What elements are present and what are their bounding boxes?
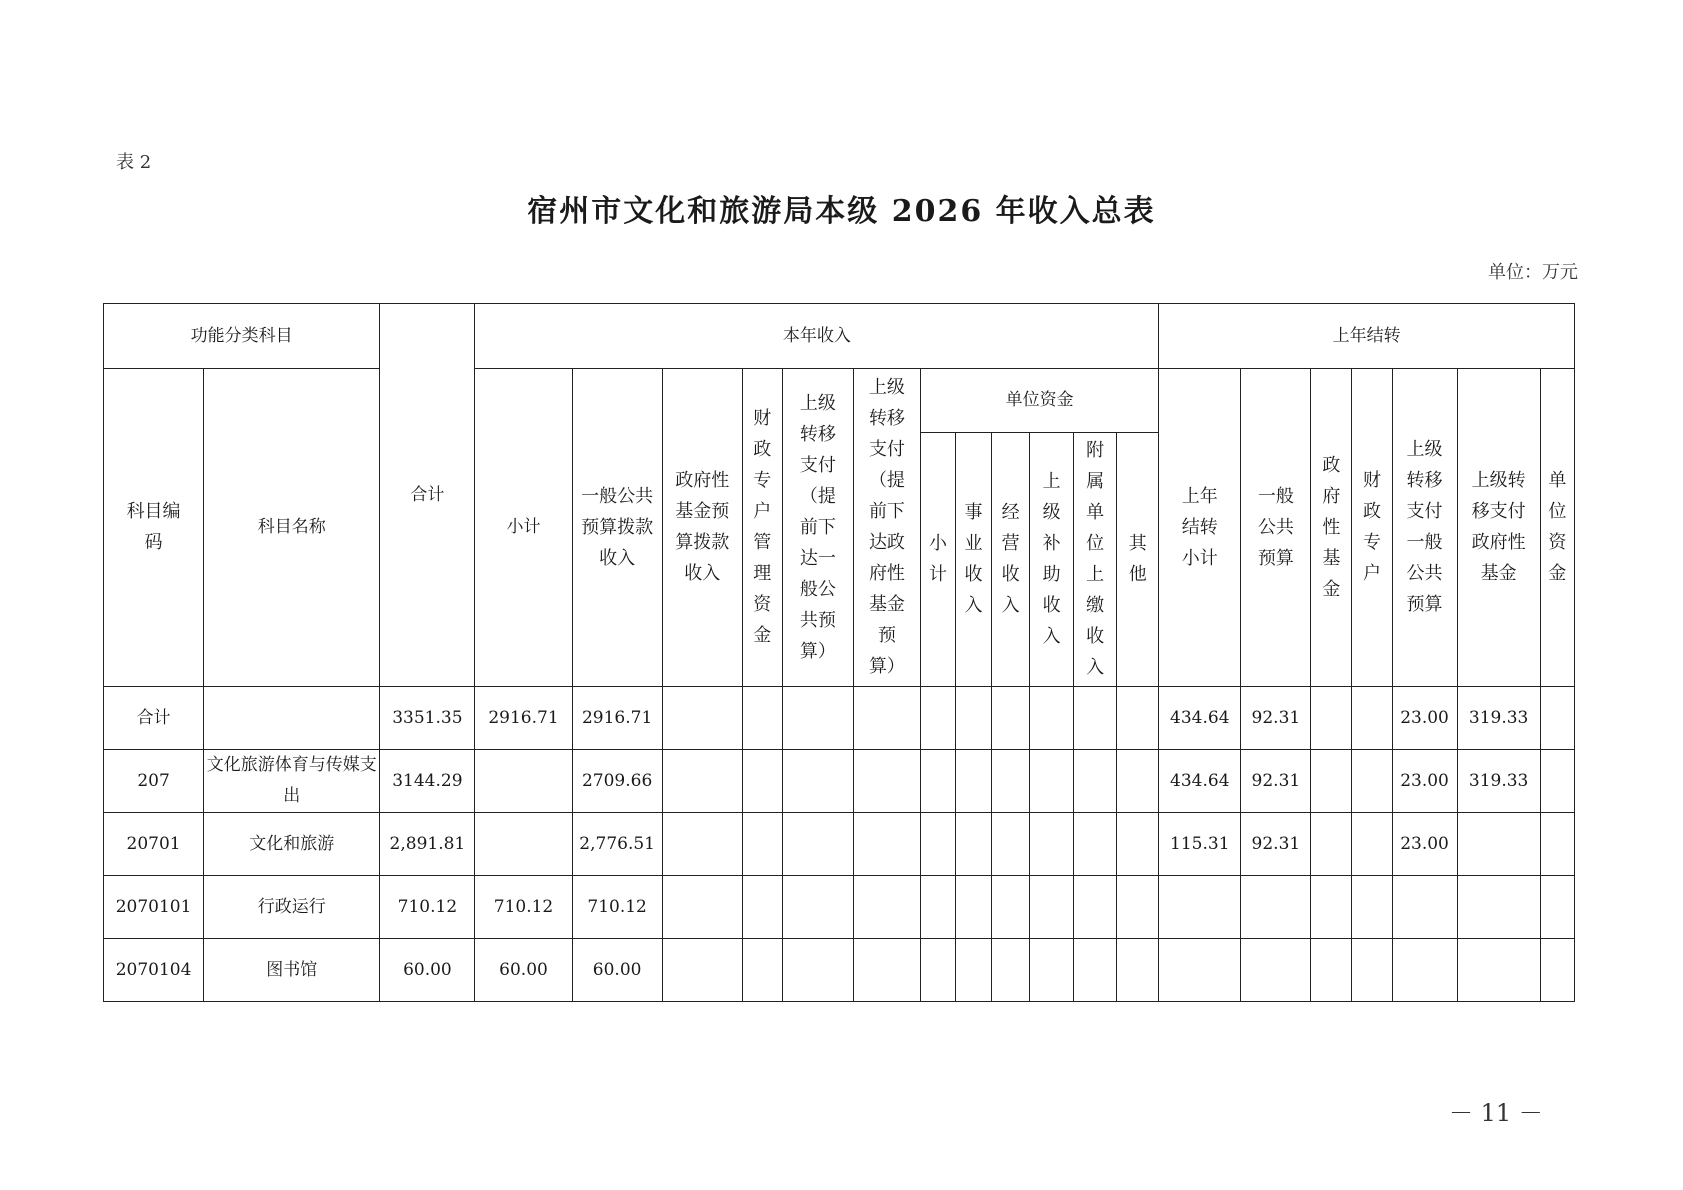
row-cell	[782, 813, 853, 876]
row-ly-transfer-fund	[1457, 813, 1540, 876]
row-cell	[662, 876, 742, 939]
header-unit-funds: 单位资金	[920, 369, 1158, 433]
unit-label: 单位：万元	[1488, 262, 1578, 283]
row-ly-general	[1241, 939, 1311, 1002]
row-cell	[920, 876, 955, 939]
row-cell	[662, 813, 742, 876]
row-ly-transfer-general: 23.00	[1392, 813, 1457, 876]
row-cy-subtotal: 710.12	[475, 876, 572, 939]
row-cell	[1540, 687, 1574, 750]
row-cell	[956, 876, 992, 939]
row-total: 3351.35	[380, 687, 475, 750]
row-cell	[1540, 876, 1574, 939]
header-current-year: 本年收入	[475, 304, 1159, 369]
table-number: 表 2	[116, 152, 152, 173]
row-cell	[1540, 813, 1574, 876]
row-cell	[1117, 813, 1159, 876]
row-code: 207	[104, 750, 204, 813]
row-cell	[1074, 750, 1117, 813]
row-cell	[742, 750, 782, 813]
row-cell	[956, 813, 992, 876]
row-cell	[956, 687, 992, 750]
row-cell	[1074, 687, 1117, 750]
row-cy-general: 2916.71	[572, 687, 662, 750]
row-code: 合计	[104, 687, 204, 750]
table-row	[104, 813, 1575, 876]
header-ly-unit-funds: 单位资金	[1540, 369, 1574, 687]
row-cy-subtotal	[475, 813, 572, 876]
row-cell	[1030, 687, 1074, 750]
row-ly-transfer-fund: 319.33	[1457, 687, 1540, 750]
row-cell	[742, 813, 782, 876]
header-uf-affiliated: 附属单位上缴收入	[1074, 433, 1117, 687]
header-cy-transfer-general: 上级转移支付（提前下达一般公共预算）	[782, 369, 853, 687]
row-cell	[992, 687, 1030, 750]
income-summary-table	[103, 303, 1575, 1002]
header-cy-gov-fund: 政府性基金预算拨款收入	[662, 369, 742, 687]
row-cell	[1117, 687, 1159, 750]
row-ly-general: 92.31	[1241, 687, 1311, 750]
row-cell	[1311, 750, 1352, 813]
row-cell	[782, 939, 853, 1002]
row-name: 文化旅游体育与传媒支出	[204, 750, 380, 813]
row-cell	[742, 939, 782, 1002]
row-ly-subtotal: 434.64	[1159, 750, 1241, 813]
row-cell	[1311, 939, 1352, 1002]
row-cell	[1030, 876, 1074, 939]
row-ly-subtotal	[1159, 876, 1241, 939]
row-cell	[956, 939, 992, 1002]
header-last-year: 上年结转	[1159, 304, 1575, 369]
row-cy-general: 710.12	[572, 876, 662, 939]
row-cell	[662, 750, 742, 813]
header-total: 合计	[380, 304, 475, 687]
row-cell	[1117, 876, 1159, 939]
header-func-category: 功能分类科目	[104, 304, 380, 369]
header-name: 科目名称	[204, 369, 380, 687]
row-name: 图书馆	[204, 939, 380, 1002]
header-ly-transfer-fund: 上级转移支付政府性基金	[1457, 369, 1540, 687]
table-row	[104, 687, 1575, 750]
row-code: 2070104	[104, 939, 204, 1002]
row-code: 2070101	[104, 876, 204, 939]
row-name	[204, 687, 380, 750]
row-ly-transfer-general: 23.00	[1392, 750, 1457, 813]
row-cell	[992, 813, 1030, 876]
row-cell	[1352, 939, 1392, 1002]
row-ly-transfer-fund	[1457, 939, 1540, 1002]
row-cy-general: 2709.66	[572, 750, 662, 813]
row-code: 20701	[104, 813, 204, 876]
row-cell	[1540, 750, 1574, 813]
header-code: 科目编码	[104, 369, 204, 687]
row-cell	[742, 687, 782, 750]
header-ly-subtotal: 上年结转小计	[1159, 369, 1241, 687]
row-ly-general: 92.31	[1241, 813, 1311, 876]
row-cell	[1030, 750, 1074, 813]
row-name: 行政运行	[204, 876, 380, 939]
header-cy-subtotal: 小计	[475, 369, 572, 687]
row-cell	[853, 687, 920, 750]
row-total: 60.00	[380, 939, 475, 1002]
table-row	[104, 939, 1575, 1002]
page-number: － 11 －	[1449, 1099, 1543, 1127]
row-ly-transfer-general: 23.00	[1392, 687, 1457, 750]
row-cell	[1030, 813, 1074, 876]
row-cell	[1352, 876, 1392, 939]
row-ly-subtotal	[1159, 939, 1241, 1002]
row-cell	[920, 750, 955, 813]
header-uf-operating: 经营收入	[992, 433, 1030, 687]
row-cell	[1311, 876, 1352, 939]
row-cell	[920, 687, 955, 750]
row-cy-subtotal: 60.00	[475, 939, 572, 1002]
row-cell	[662, 939, 742, 1002]
row-cy-subtotal	[475, 750, 572, 813]
document-title: 宿州市文化和旅游局本级 2026 年收入总表	[527, 194, 1156, 229]
row-ly-transfer-general	[1392, 939, 1457, 1002]
row-cell	[782, 876, 853, 939]
row-cy-general: 60.00	[572, 939, 662, 1002]
row-cell	[1074, 939, 1117, 1002]
row-ly-general: 92.31	[1241, 750, 1311, 813]
header-ly-general: 一般公共预算	[1241, 369, 1311, 687]
header-uf-business: 事业收入	[956, 433, 992, 687]
row-ly-transfer-fund: 319.33	[1457, 750, 1540, 813]
row-total: 2,891.81	[380, 813, 475, 876]
row-total: 710.12	[380, 876, 475, 939]
row-ly-transfer-general	[1392, 876, 1457, 939]
row-cell	[956, 750, 992, 813]
row-cell	[853, 750, 920, 813]
table-row	[104, 876, 1575, 939]
row-cell	[1352, 813, 1392, 876]
row-cell	[1311, 813, 1352, 876]
row-cell	[782, 687, 853, 750]
row-ly-general	[1241, 876, 1311, 939]
row-cell	[992, 750, 1030, 813]
row-ly-subtotal: 434.64	[1159, 687, 1241, 750]
row-cell	[853, 939, 920, 1002]
row-cell	[853, 876, 920, 939]
row-cell	[920, 813, 955, 876]
row-cell	[1030, 939, 1074, 1002]
header-ly-special: 财政专户	[1352, 369, 1392, 687]
row-cell	[1074, 813, 1117, 876]
header-uf-subtotal: 小计	[920, 433, 955, 687]
row-cell	[662, 687, 742, 750]
header-ly-gov-fund: 政府性基金	[1311, 369, 1352, 687]
row-cell	[920, 939, 955, 1002]
row-cell	[992, 876, 1030, 939]
header-uf-subsidy: 上级补助收入	[1030, 433, 1074, 687]
row-cell	[1074, 876, 1117, 939]
row-cell	[1352, 750, 1392, 813]
row-cell	[1117, 750, 1159, 813]
row-ly-subtotal: 115.31	[1159, 813, 1241, 876]
row-cy-general: 2,776.51	[572, 813, 662, 876]
header-ly-transfer-general: 上级转移支付一般公共预算	[1392, 369, 1457, 687]
row-total: 3144.29	[380, 750, 475, 813]
row-cell	[992, 939, 1030, 1002]
row-cell	[782, 750, 853, 813]
row-cell	[853, 813, 920, 876]
table-row	[104, 750, 1575, 813]
row-ly-transfer-fund	[1457, 876, 1540, 939]
header-cy-general: 一般公共预算拨款收入	[572, 369, 662, 687]
row-cy-subtotal: 2916.71	[475, 687, 572, 750]
row-cell	[1117, 939, 1159, 1002]
header-cy-transfer-fund: 上级转移支付（提前下达政府性基金预算）	[853, 369, 920, 687]
row-name: 文化和旅游	[204, 813, 380, 876]
row-cell	[742, 876, 782, 939]
row-cell	[1352, 687, 1392, 750]
header-cy-special: 财政专户管理资金	[742, 369, 782, 687]
row-cell	[1540, 939, 1574, 1002]
header-uf-other: 其他	[1117, 433, 1159, 687]
row-cell	[1311, 687, 1352, 750]
